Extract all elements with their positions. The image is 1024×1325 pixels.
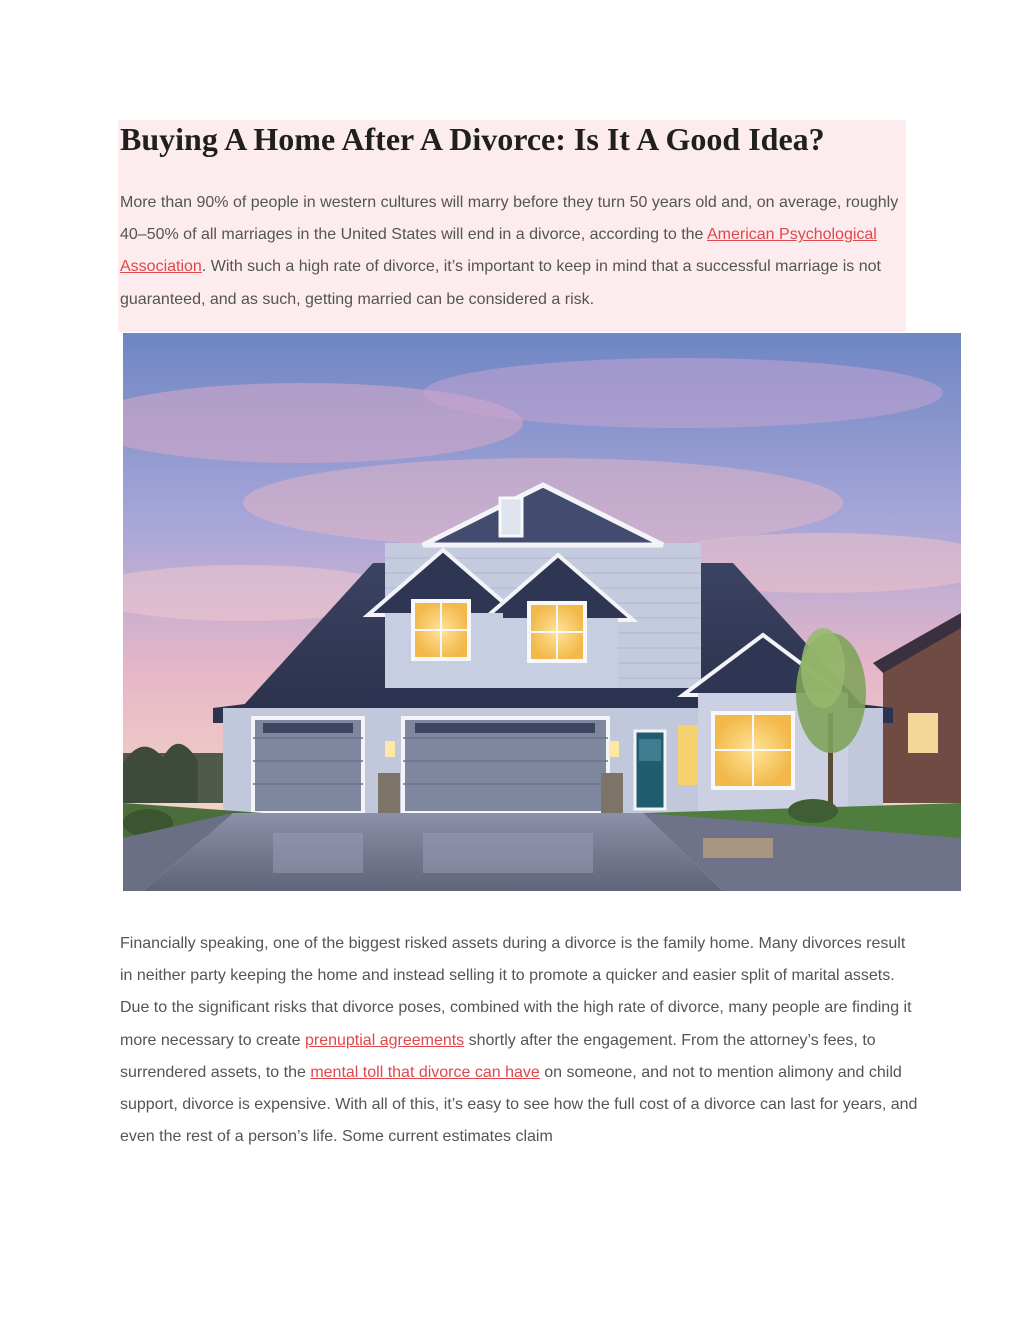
intro-text-1: More than 90% of people in western cultures will marry before they turn 50 years old and, on average, roughly 40–50% of all marriages in the United States will end in a divorce, according to the bbox=[120, 194, 899, 244]
body-text-2: shortly after the engagement. From the attorney’s fees, to surrendered assets, to the bbox=[120, 1031, 876, 1081]
intro-paragraph bbox=[120, 187, 910, 316]
body-text-1: Financially speaking, one of the biggest risked assets during a divorce is the family home. Many divorces result in neither party keeping the home and instead selling it to promote a quicker and easier split of marital assets. Due to the significant risks that divorce poses, combined with the high rate of divorce, many people are finding it more necessary to create bbox=[120, 935, 912, 1049]
body-text-3: on someone, and not to mention alimony and child support, divorce is expensive. With all of this, it’s easy to see how the full cost of a divorce can last for years, and even the rest of a person’s life. Some current estimates claim bbox=[120, 1063, 918, 1146]
house-photo bbox=[123, 333, 961, 891]
intro-text-2: . With such a high rate of divorce, it’s important to keep in mind that a successful marriage is not guaranteed, and as such, getting married can be considered a risk. bbox=[120, 258, 881, 308]
american-psychological-association-link[interactable]: American Psychological Association bbox=[120, 226, 877, 276]
prenuptial-agreements-link[interactable]: prenuptial agreements bbox=[304, 1031, 465, 1049]
mental-toll-link[interactable]: mental toll that divorce can have bbox=[310, 1063, 540, 1081]
page-title: Buying A Home After A Divorce: Is It A Good Idea? bbox=[120, 121, 825, 157]
body-paragraph bbox=[120, 928, 920, 1153]
